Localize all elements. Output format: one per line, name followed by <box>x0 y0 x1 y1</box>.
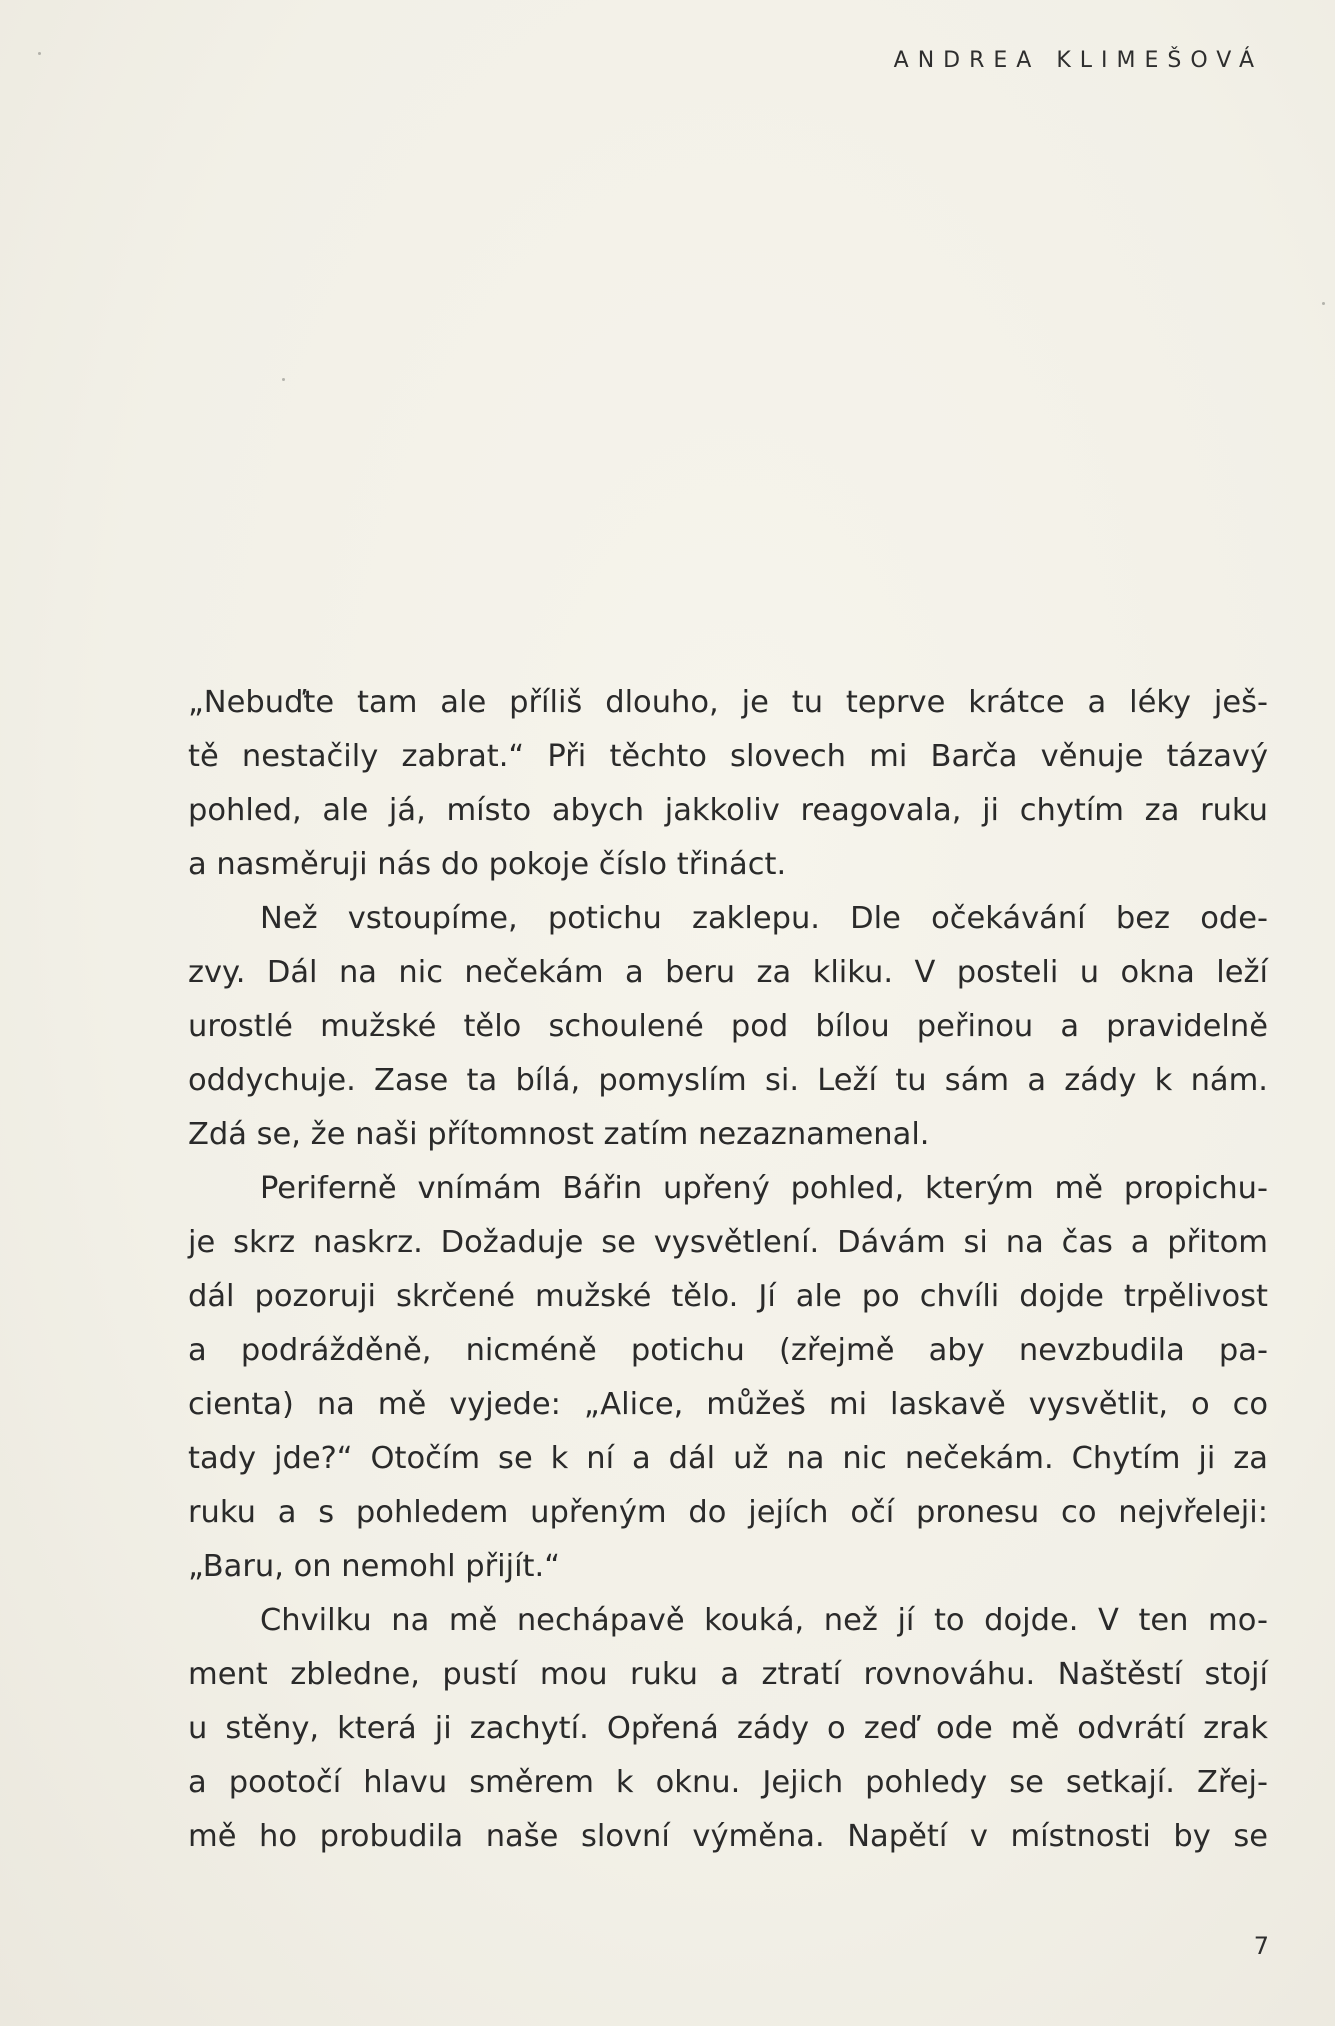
paragraph-1 <box>188 676 1268 892</box>
text-line: Než vstoupíme, potichu zaklepu. Dle očekávání bez ode- <box>260 901 1268 936</box>
text-line: tě nestačily zabrat.“ Při těchto slovech mi Barča věnuje tázavý <box>188 739 1268 774</box>
page-number: 7 <box>1253 1932 1269 1960</box>
paragraph-3 <box>188 1162 1268 1594</box>
text-line: tady jde?“ Otočím se k ní a dál už na nic nečekám. Chytím ji za <box>188 1441 1268 1476</box>
paragraph-4 <box>188 1594 1268 1864</box>
text-line: Zdá se, že naši přítomnost zatím nezaznamenal. <box>188 1117 930 1152</box>
paper-speck <box>1322 302 1325 305</box>
text-line: „Baru, on nemohl přijít.“ <box>188 1549 561 1584</box>
text-line: je skrz naskrz. Dožaduje se vysvětlení. Dávám si na čas a přitom <box>188 1225 1268 1260</box>
text-line: zvy. Dál na nic nečekám a beru za kliku. V posteli u okna leží <box>188 955 1268 990</box>
text-line: pohled, ale já, místo abych jakkoliv reagovala, ji chytím za ruku <box>188 793 1268 828</box>
text-line: a pootočí hlavu směrem k oknu. Jejich pohledy se setkají. Zřej- <box>188 1765 1268 1800</box>
text-line: dál pozoruji skrčené mužské tělo. Jí ale po chvíli dojde trpělivost <box>188 1279 1268 1314</box>
body-text <box>188 676 1268 1864</box>
text-line: oddychuje. Zase ta bílá, pomyslím si. Leží tu sám a zády k nám. <box>188 1063 1268 1098</box>
text-line: ment zbledne, pustí mou ruku a ztratí rovnováhu. Naštěstí stojí <box>188 1657 1268 1692</box>
text-line: Periferně vnímám Bářin upřený pohled, kterým mě propichu- <box>260 1171 1268 1206</box>
text-line: ruku a s pohledem upřeným do jejích očí pronesu co nejvřeleji: <box>188 1495 1268 1530</box>
paper-speck <box>282 378 285 381</box>
text-line: u stěny, která ji zachytí. Opřená zády o zeď ode mě odvrátí zrak <box>188 1711 1268 1746</box>
paragraph-2 <box>188 892 1268 1162</box>
text-line: „Nebuďte tam ale příliš dlouho, je tu teprve krátce a léky ješ- <box>188 685 1268 720</box>
text-line: cienta) na mě vyjede: „Alice, můžeš mi laskavě vysvětlit, o co <box>188 1387 1268 1422</box>
text-line: urostlé mužské tělo schoulené pod bílou peřinou a pravidelně <box>188 1009 1268 1044</box>
text-line: a nasměruji nás do pokoje číslo třináct. <box>188 847 787 882</box>
running-head-author: ANDREA KLIMEŠOVÁ <box>893 48 1263 73</box>
text-line: a podrážděně, nicméně potichu (zřejmě aby nevzbudila pa- <box>188 1333 1268 1368</box>
paper-speck <box>38 52 41 55</box>
text-line: Chvilku na mě nechápavě kouká, než jí to dojde. V ten mo- <box>260 1603 1268 1638</box>
text-line: mě ho probudila naše slovní výměna. Napětí v místnosti by se <box>188 1819 1268 1854</box>
